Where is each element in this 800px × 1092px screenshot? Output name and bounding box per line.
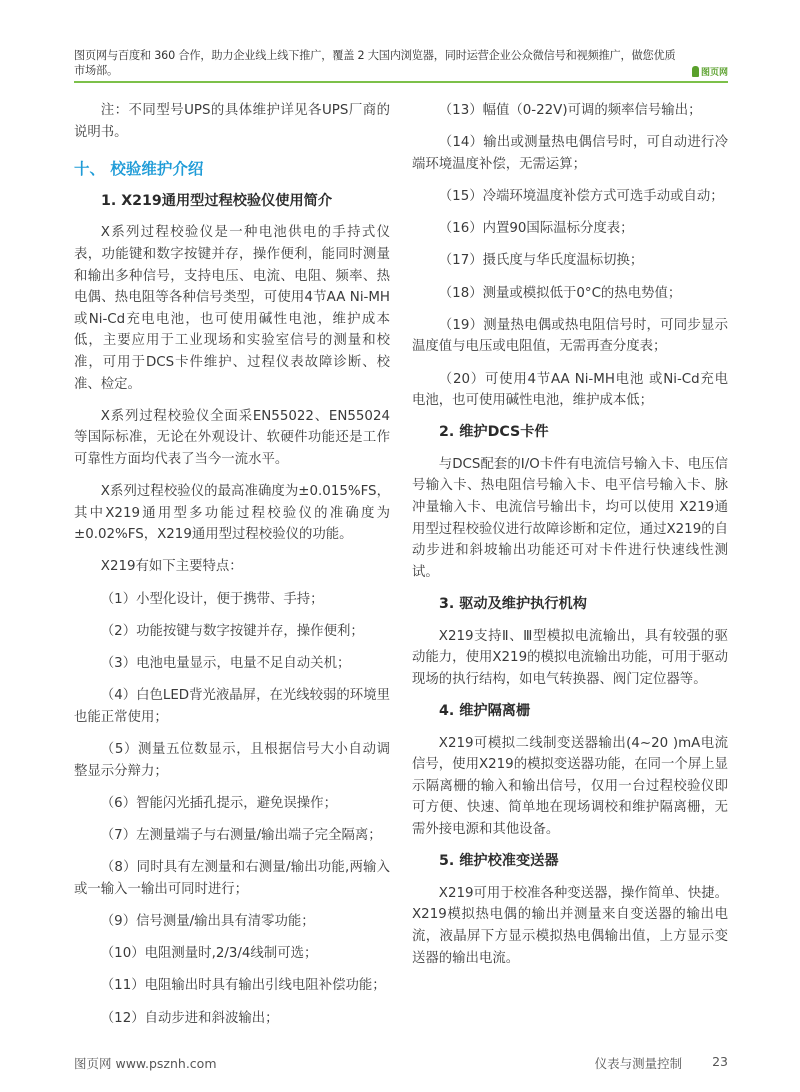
feature-item: （9）信号测量/输出具有清零功能； — [100, 913, 315, 929]
footer-site: 图页网 www.psznh.com — [74, 1055, 217, 1071]
feature-item: （14）输出或测量热电偶信号时，可自动进行冷端环境温度补偿，无需运算； — [412, 135, 728, 172]
feature-item: （5）测量五位数显示，且根据信号大小自动调整显示分辩力； — [74, 742, 390, 779]
feature-item: （20）可使用4节AA Ni-MH电池 或Ni-Cd充电电池，也可使用碱性电池，维护成本低； — [412, 371, 728, 409]
subsection-title: 5. 维护校准变送器 — [439, 853, 559, 870]
feature-item: （13）幅值（0-22V)可调的频率信号输出； — [438, 103, 702, 118]
paragraph: X系列过程校验仪全面采EN55022、EN55024等国际标准，无论在外观设计、软硬件功能还是工作可靠性方面均代表了当今一流水平。 — [74, 408, 390, 467]
logo-text: 图页网 — [700, 68, 728, 78]
feature-item: （19）测量热电偶或热电阻信号时，可同步显示温度值与电压或电阻值，无需再查分度表； — [412, 317, 728, 355]
left-column — [74, 100, 390, 1040]
paragraph: X219有如下主要特点： — [100, 559, 243, 575]
subsection-title: 4. 维护隔离栅 — [439, 703, 531, 719]
page-number: 23 — [712, 1053, 728, 1069]
section-title: 十、 校验维护介绍 — [74, 160, 204, 179]
columns — [74, 100, 728, 1040]
paragraph: 与DCS配套的I/O卡件有电流信号输入卡、电压信号输入卡、热电阻信号输入卡、电平信号输入卡、脉冲量输入卡、电流信号输出卡，均可以使用 X219通用型过程校验仪进行故障诊断和定位，通过X219的自动步进和斜坡输出功能还可对卡件进行快速线性测试。 — [412, 456, 728, 580]
note-paragraph: 注：不同型号UPS的具体维护详见各UPS厂商的说明书。 — [74, 103, 390, 140]
feature-item: （8）同时具有左测量和右测量/输出功能,两输入或一输入一输出可同时进行； — [74, 860, 390, 897]
feature-item: （16）内置90国际温标分度表； — [438, 221, 634, 237]
header-text: 图页网与百度和 360 合作，助力企业线上线下推广，覆盖 2 大国内浏览器，同时运营企业公众微信号和视频推广，做您优质市场部。 — [74, 49, 676, 77]
feature-item: （10）电阻测量时,2/3/4线制可选； — [100, 946, 318, 962]
page-footer — [74, 1040, 728, 1072]
paragraph: X219可模拟二线制变送器输出(4~20 )mA电流信号，使用X219的模拟变送器功能，在同一个屏上显示隔离栅的输入和输出信号，仅用一台过程校验仪即可方便、快速、简单地在现场调校和维护隔离栅，无需外接电源和其他设备。 — [412, 735, 728, 837]
paragraph: X系列过程校验仪是一种电池供电的手持式仪表，功能键和数字按键并存，操作便利，能同时测量和输出多种信号，支持电压、电流、电阻、频率、热电偶、热电阻等各种信号类型，可使用4节AA Ni-MH或Ni-Cd充电电池，也可使用碱性电池，维护成本低，主要应用于工业现场和实验室信号的测量和校准，可用于DCS卡件维护、过程仪表故障诊断、校准、检定。 — [74, 225, 390, 392]
logo-icon — [692, 66, 699, 77]
feature-item: （11）电阻输出时具有输出引线电阻补偿功能； — [100, 978, 386, 994]
feature-item: （3）电池电量显示，电量不足自动关机； — [100, 656, 351, 672]
paragraph: X219可用于校准各种变送器，操作简单、快捷。X219模拟热电偶的输出并测量来自变送器的输出电流，液晶屏下方显示模拟热电偶输出值，上方显示变送器的输出电流。 — [412, 885, 728, 966]
feature-item: （18）测量或模拟低于0°C的热电势值； — [438, 285, 682, 301]
paragraph: X219支持Ⅱ、Ⅲ型模拟电流输出，具有较强的驱动能力，使用X219的模拟电流输出功能，可用于驱动现场的执行结构，如电气转换器、阀门定位器等。 — [412, 628, 728, 687]
feature-item: （2）功能按键与数字按键并存，操作便利； — [100, 623, 364, 639]
feature-item: （15）冷端环境温度补偿方式可选手动或自动； — [438, 188, 724, 204]
feature-item: （6）智能闪光插孔提示，避免误操作； — [100, 795, 337, 811]
feature-item: （12）自动步进和斜波输出； — [100, 1010, 279, 1026]
subsection-title: 2. 维护DCS卡件 — [439, 424, 549, 441]
feature-item: （1）小型化设计，便于携带、手持； — [100, 591, 324, 607]
right-column — [412, 100, 728, 1040]
page-header — [74, 48, 728, 83]
subsection-title: 1. X219通用型过程校验仪使用简介 — [101, 192, 333, 209]
paragraph: X系列过程校验仪的最高准确度为±0.015%FS，其中X219通用型多功能过程校验仪的准确度为±0.02%FS，X219通用型过程校验仪的功能。 — [74, 484, 390, 543]
feature-item: （7）左测量端子与右测量/输出端子完全隔离； — [100, 827, 382, 843]
footer-section-name: 仪表与测量控制 — [594, 1055, 683, 1071]
feature-item: （4）白色LED背光液晶屏，在光线较弱的环境里也能正常使用； — [74, 688, 390, 725]
header-logo — [692, 65, 728, 78]
feature-item: （17）摄氏度与华氏度温标切换； — [438, 253, 644, 269]
subsection-title: 3. 驱动及维护执行机构 — [439, 596, 587, 613]
